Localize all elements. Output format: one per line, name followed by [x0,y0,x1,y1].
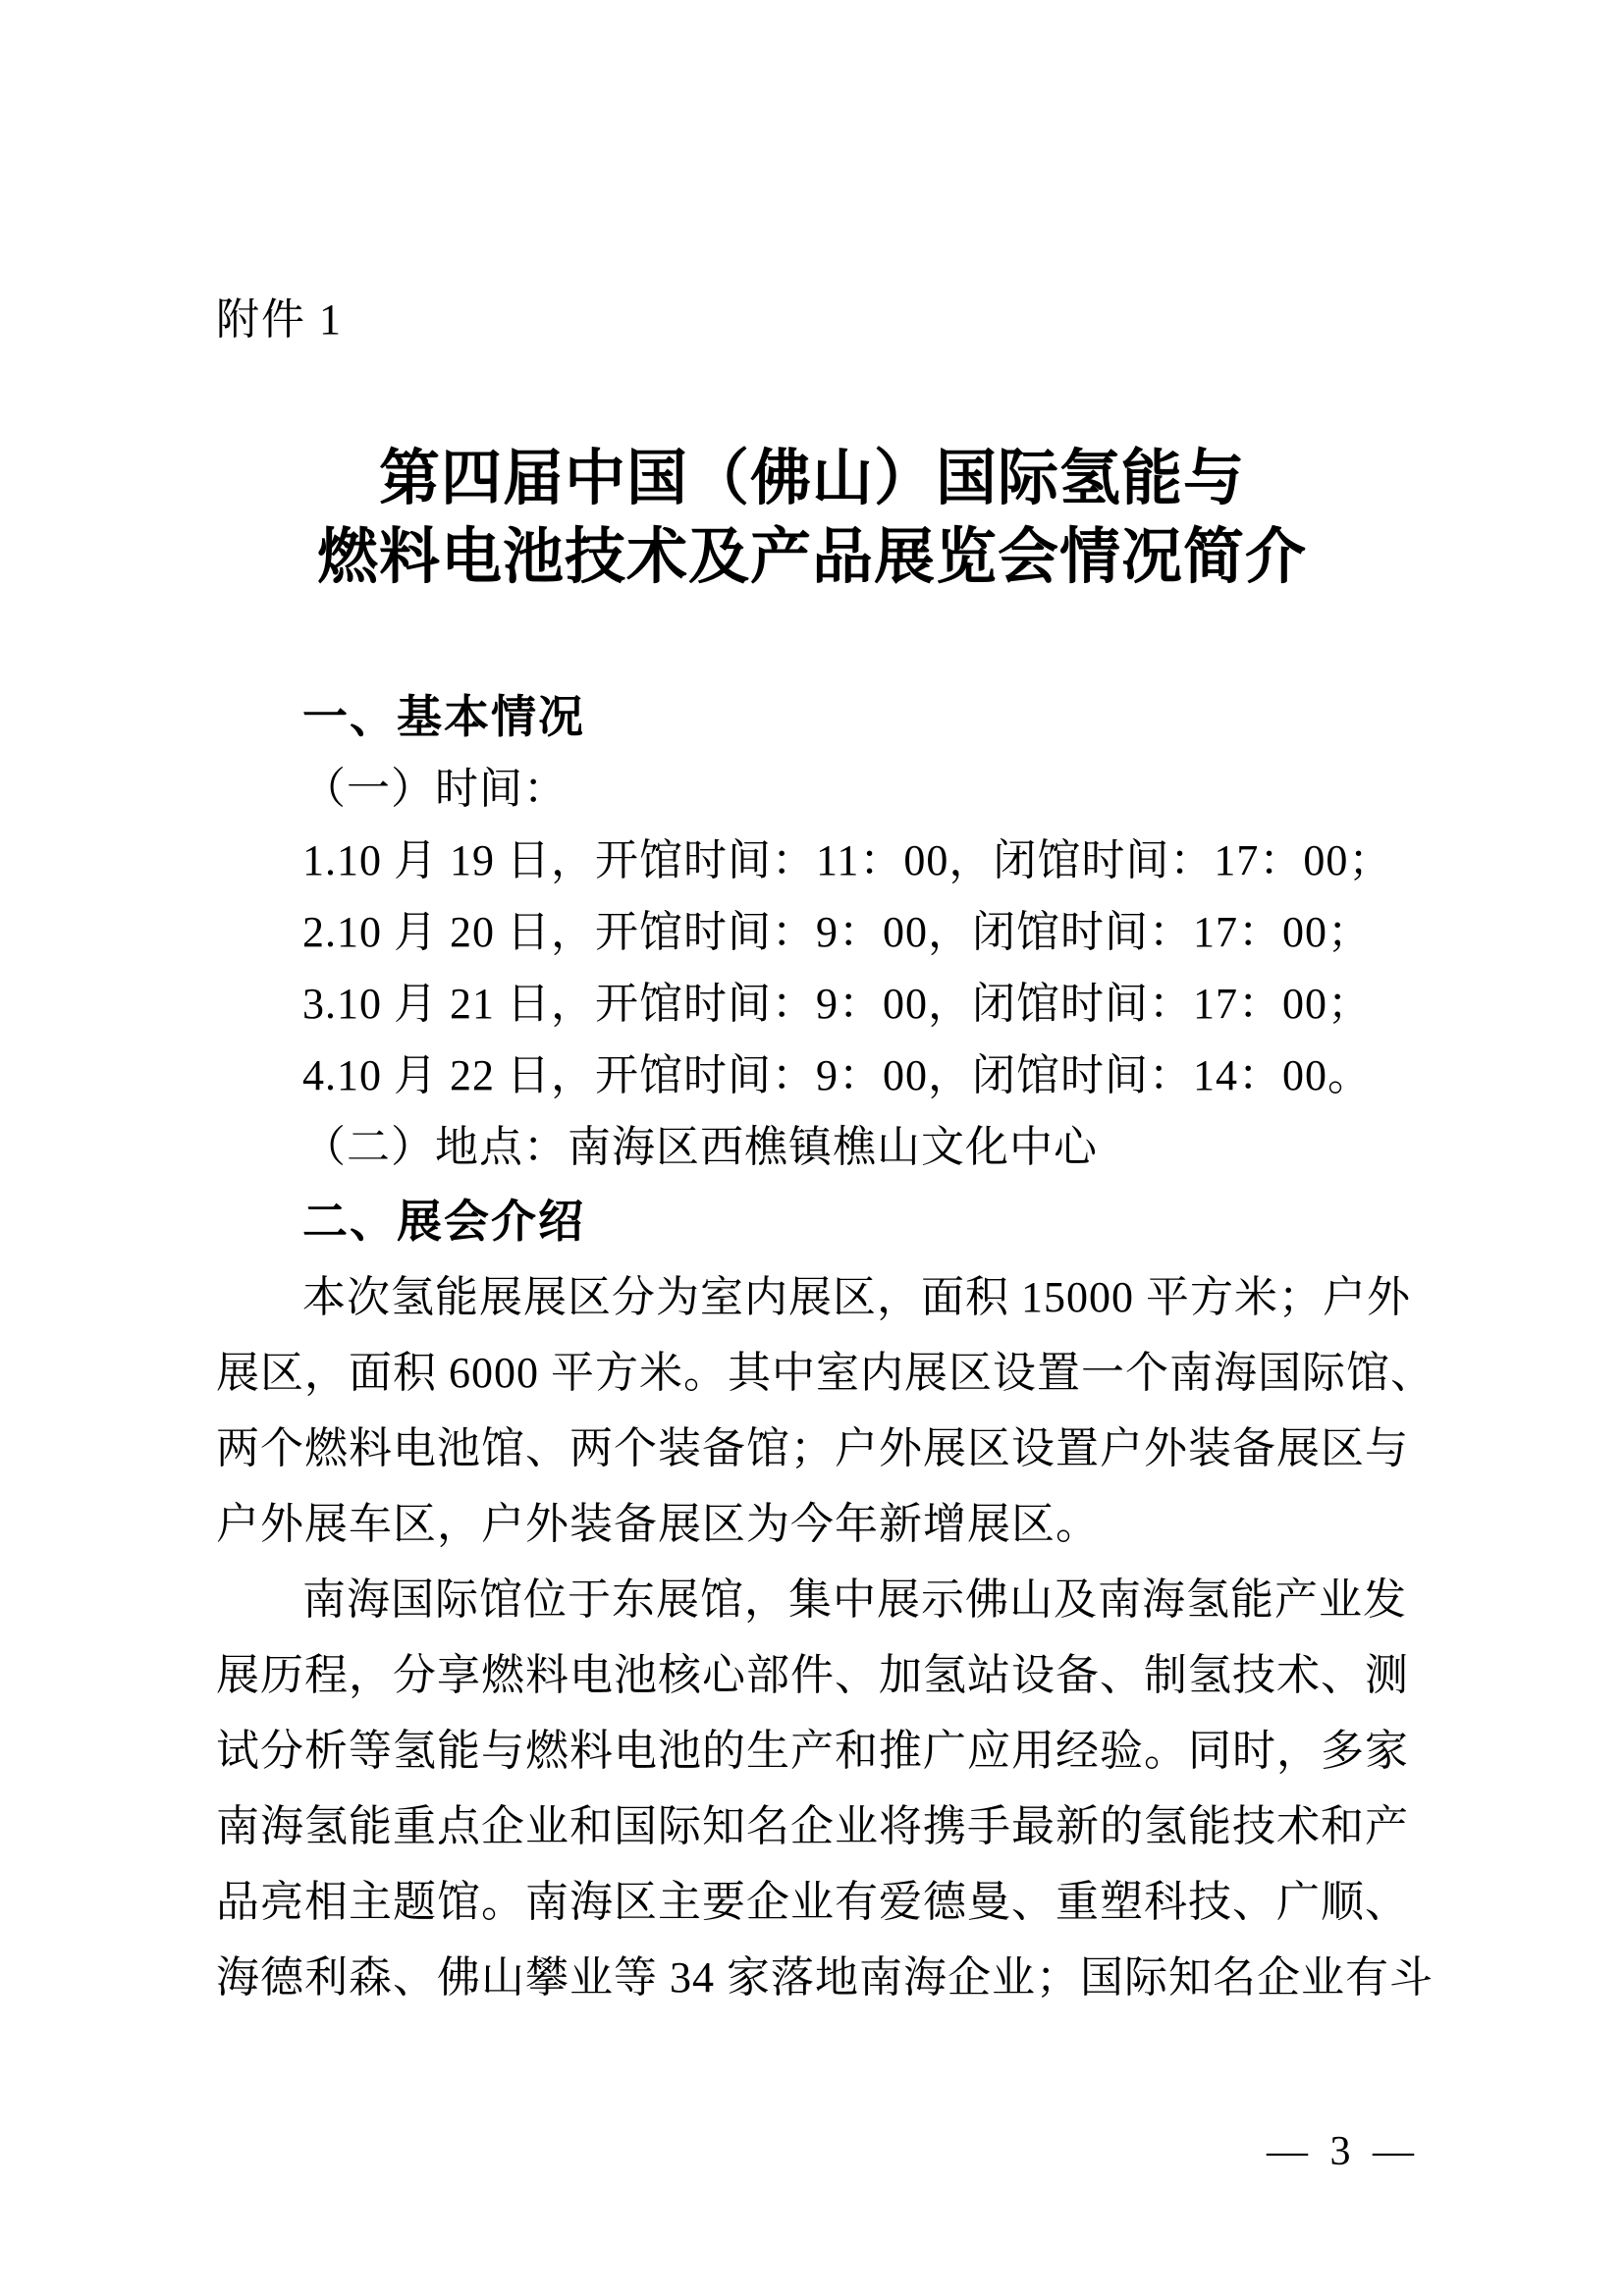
paragraph-line: 户外展车区，户外装备展区为今年新增展区。 [216,1500,1100,1548]
schedule-line: 2.10 月 20 日，开馆时间：9：00，闭馆时间：17：00； [302,908,1372,956]
paragraph-line: 两个燃料电池馆、两个装备馆；户外展区设置户外装备展区与 [216,1424,1409,1472]
paragraph-line: 展历程，分享燃料电池核心部件、加氢站设备、制氢技术、测 [216,1651,1409,1699]
paragraph-line: 南海氢能重点企业和国际知名企业将携手最新的氢能技术和产 [216,1802,1409,1850]
paragraph-line: 试分析等氢能与燃料电池的生产和推广应用经验。同时，多家 [216,1727,1409,1775]
schedule-line: 1.10 月 19 日，开馆时间：11：00，闭馆时间：17：00； [302,836,1393,884]
section-basic-info [216,681,1414,1183]
location-line: （二）地点：南海区西樵镇樵山文化中心 [302,1123,1098,1171]
time-label-line: （一）时间： [302,765,568,813]
paragraph-line: 展区，面积 6000 平方米。其中室内展区设置一个南海国际馆、 [216,1349,1435,1397]
section-exhibition-intro [216,1184,1435,2015]
schedule-line: 4.10 月 22 日，开馆时间：9：00，闭馆时间：14：00。 [302,1051,1372,1099]
section-heading-exhibition-intro: 二、展会介绍 [302,1196,585,1247]
page-number: — 3 — [1267,2129,1420,2174]
paragraph-line: 南海国际馆位于东展馆，集中展示佛山及南海氢能产业发 [302,1575,1407,1624]
schedule-line: 3.10 月 21 日，开馆时间：9：00，闭馆时间：17：00； [302,980,1372,1028]
document-title-line-1: 第四届中国（佛山）国际氢能与 [378,446,1245,512]
document-title-line-2: 燃料电池技术及产品展览会情况简介 [316,524,1307,591]
paragraph-line: 品亮相主题馆。南海区主要企业有爱德曼、重塑科技、广顺、 [216,1878,1409,1926]
paragraph-line: 海德利森、佛山攀业等 34 家落地南海企业；国际知名企业有斗 [216,1953,1434,2002]
paragraph-line: 本次氢能展展区分为室内展区，面积 15000 平方米；户外 [302,1273,1411,1321]
document-title [0,440,1624,597]
section-heading-basic-info: 一、基本情况 [302,691,585,742]
attachment-label: 附件 1 [216,295,343,344]
